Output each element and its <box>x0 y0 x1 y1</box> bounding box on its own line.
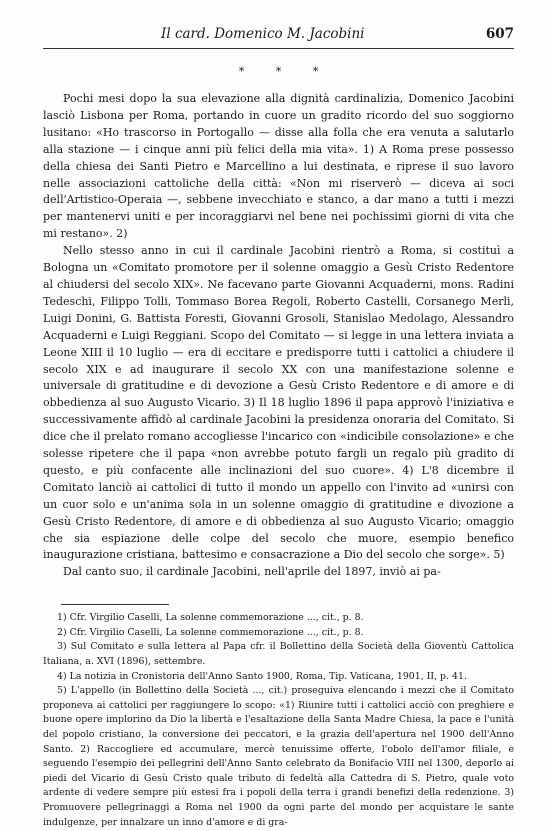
footnote: 5) L'appello (in Bollettino della Società ..., cit.) proseguiva elencando i mezzi che il Comitato proponeva ai cattolici per raggiungere lo scopo: «1) Riunire tutti i cattolici acciò con preghiere e buone opere implorino da Dio la libertà e l'esaltazione della Santa Madre Chiesa, la pace e l'unità del popolo cristiano, la conversione dei peccatori, e la grazia dell'apertura nel 1900 dell'Anno Santo. 2) Raccogliere ed accumulare, mercè tenuissime offerte, l'obolo dell'amor filiale, e seguendo l'esempio dei pellegrini dell'Anno Santo celebrato da Bonifacio VIII nel 1300, deporlo ai piedi del Vicario di Gesù Cristo quale tributo di fedeltà alla Cattedra di S. Pietro, quale voto ardente di vedere sempre più estesi fra i popoli della terra i grandi benefizi della redenzione. 3) Promuovere pellegrinaggi a Roma nel 1900 da ogni parte del mondo per acquistare le sante indulgenze, per innalzare un inno d'amore e di gra- <box>43 685 514 828</box>
running-header <box>43 26 514 49</box>
paragraph: Dal canto suo, il cardinale Jacobini, nell'aprile del 1897, inviò ai pa- <box>63 565 441 579</box>
body-text <box>43 91 514 581</box>
footnote-rule <box>61 604 169 605</box>
page-number: 607 <box>485 26 514 42</box>
running-title: Il card. Domenico M. Jacobini <box>161 26 365 42</box>
footnote: 3) Sul Comitato e sulla lettera al Papa cfr. il Bollettino della Società della Gioventù Cattolica Italiana, a. XVI (1896), settembre. <box>43 641 514 668</box>
paragraph: Pochi mesi dopo la sua elevazione alla dignità cardinalizia, Domenico Jacobini lasciò Lisbona per Roma, portando in cuore un gradito ricordo del suo soggiorno lusitano: «Ho trascorso in Portogallo — disse alla folla che era venuta a salutarlo alla stazione — i cinque anni più felici della mia vita». 1) A Roma prese possesso della chiesa dei Santi Pietro e Marcellino a lui destinata, e riprese il suo lavoro nelle associazioni cattoliche della città: «Non mi riserverò — diceva ai soci dell'Artistico-Operaia —, sebbene invecchiato e stanco, a dar mano a tutti i mezzi per mantenervi uniti e per incoraggiarvi nel bene nei pochissimi giorni di vita che mi restano». 2) <box>43 92 514 241</box>
section-separator: * * * <box>238 65 333 78</box>
footnotes <box>43 611 514 830</box>
footnote: 1) Cfr. Virgilio Caselli, La solenne commemorazione ..., cit., p. 8. <box>57 612 364 624</box>
footnote: 4) La notizia in Cronistoria dell'Anno Santo 1900, Roma, Tip. Vaticana, 1901, II, p. 41. <box>57 670 467 682</box>
footnote: 2) Cfr. Virgilio Caselli, La solenne commemorazione ..., cit., p. 8. <box>57 626 364 638</box>
paragraph: Nello stesso anno in cui il cardinale Jacobini rientrò a Roma, si costituì a Bologna un «Comitato promotore per il solenne omaggio a Gesù Cristo Redentore al chiudersi del secolo XIX». Ne facevano parte Giovanni Acquaderni, mons. Radini Tedeschi, Filippo Tolli, Tommaso Borea Regoli, Roberto Castelli, Corsanego Merli, Luigi Donini, G. Battista Foresti, Giovanni Grosoli, Stanislao Medolago, Alessandro Acquaderni e Luigi Reggiani. Scopo del Comitato — si legge in una lettera inviata a Leone XIII il 10 luglio — era di eccitare e predisporre tutti i cattolici a chiudere il secolo XIX e ad inaugurare il secolo XX con una manifestazione solenne e universale di gratitudine e di devozione a Gesù Cristo Redentore e di amore e di obbedienza al suo Augusto Vicario. 3) Il 18 luglio 1896 il papa approvò l'iniziativa e successivamente affidò al cardinale Jacobini la presidenza onoraria del Comitato. Si dice che il prelato romano accogliesse l'incarico con «indicibile consolazione» e che solesse ripetere che il papa «non avrebbe potuto fargli un regalo più gradito di questo, e più confacente alle inclinazioni del suo cuore». 4) L'8 dicembre il Comitato lanciò ai cattolici di tutto il mondo un appello con l'invito ad «unirsi con un cuor solo e un'anima sola in un solenne omaggio di gratitudine e divozione a Gesù Cristo Redentore, di amore e di obbedienza al suo Augusto Vicario; omaggio che sia espiazione delle colpe del secolo che muore, esempio benefico inaugurazione cristiana, battesimo e consacrazione a Dio del secolo che sorge». 5) <box>43 244 514 562</box>
